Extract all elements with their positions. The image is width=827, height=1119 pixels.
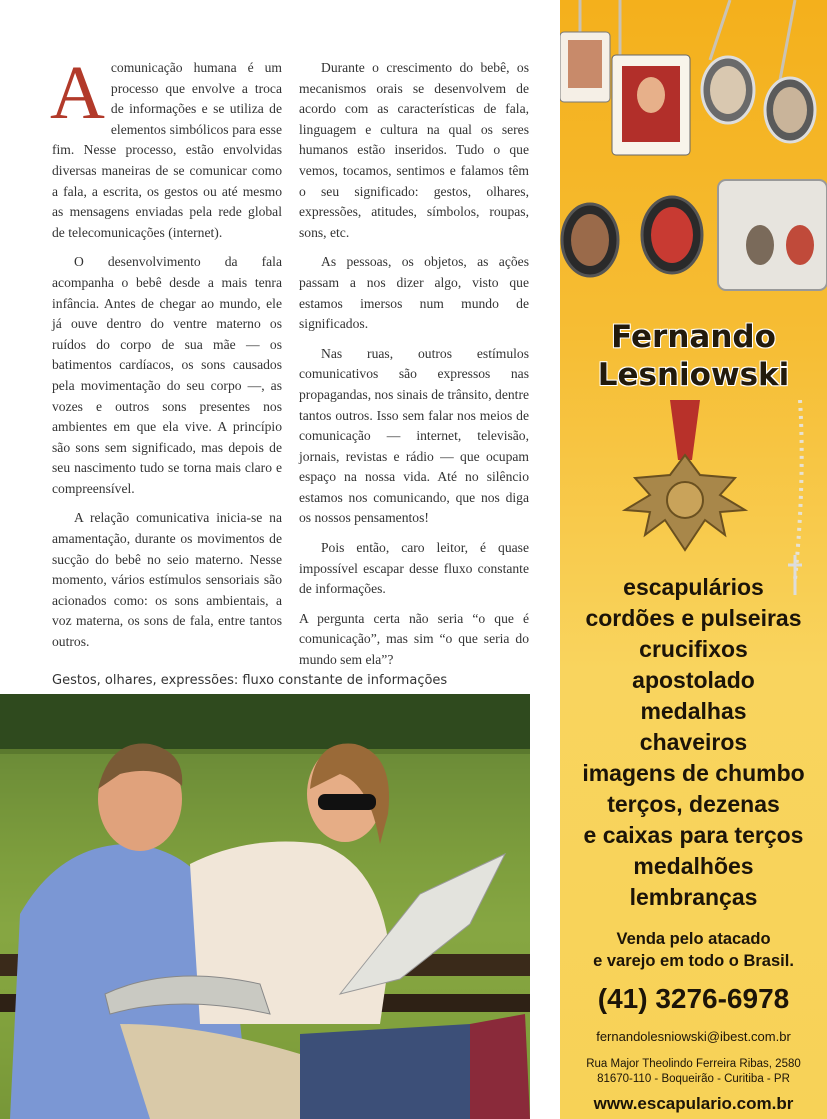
couple-reading-newspaper-photo bbox=[0, 694, 530, 1119]
product-item: imagens de chumbo bbox=[582, 760, 805, 786]
article-paragraph: A pergunta certa não seria “o que é comunicação”, mas sim “o que seria do mundo sem ela”? bbox=[299, 610, 529, 668]
product-item: e caixas para terços bbox=[583, 822, 804, 848]
product-item: escapulários bbox=[623, 574, 764, 600]
cross-pendant-photo bbox=[560, 400, 827, 600]
product-item: lembranças bbox=[629, 884, 758, 910]
company-name-first: Fernando bbox=[611, 319, 776, 355]
postal-address bbox=[560, 1057, 827, 1087]
article-paragraph: Nas ruas, outros estímulos comunicativos são expressos nas propagandas, nos sinais de trânsito, dentre tantos outros. Isso sem falar nos meios de comunicação — internet, televisão, jornais, revistas e rádio — que ocupam espaço na nossa vida. Até no silêncio estamos nos comunicando, que nos diga os nossos pensamentos! bbox=[299, 345, 529, 526]
email-address: fernandolesniowski@ibest.com.br bbox=[596, 1029, 791, 1044]
product-item: crucifixos bbox=[639, 636, 748, 662]
article-paragraph: As pessoas, os objetos, as ações passam a nos dizer algo, visto que estamos imersos num mundo de significados. bbox=[299, 254, 529, 332]
product-item: chaveiros bbox=[639, 729, 748, 755]
product-list bbox=[560, 572, 827, 913]
box-medal bbox=[746, 225, 774, 265]
medal-image bbox=[651, 207, 693, 263]
sales-line: Venda pelo atacado bbox=[616, 930, 771, 948]
sales-line: e varejo em todo o Brasil. bbox=[593, 952, 794, 970]
scapular-image bbox=[568, 40, 602, 88]
medal-image bbox=[773, 87, 807, 133]
medal-image bbox=[710, 66, 746, 114]
company-name-last: Lesniowski bbox=[597, 357, 790, 393]
pendant-center bbox=[667, 482, 703, 518]
address-line: Rua Major Theolindo Ferreira Ribas, 2580 bbox=[586, 1058, 801, 1070]
sales-info bbox=[560, 928, 827, 972]
medal-image bbox=[571, 214, 609, 266]
drop-cap: A bbox=[50, 51, 105, 135]
article-left-column bbox=[50, 51, 282, 662]
phone-number: (41) 3276-6978 bbox=[597, 983, 790, 1014]
woman-jeans bbox=[300, 1024, 490, 1119]
article-paragraph bbox=[50, 51, 282, 243]
address-line: 81670-110 - Boqueirão - Curitiba - PR bbox=[597, 1073, 790, 1085]
product-item: cordões e pulseiras bbox=[585, 605, 802, 631]
product-item: terços, dezenas bbox=[607, 791, 780, 817]
photo-illustration bbox=[0, 694, 530, 1119]
photo-caption: Gestos, olhares, expressões: fluxo constante de informações bbox=[52, 673, 448, 688]
company-name bbox=[560, 318, 827, 394]
bag bbox=[470, 1014, 530, 1119]
sacred-heart-face bbox=[637, 77, 665, 113]
box-medal bbox=[786, 225, 814, 265]
product-item: medalhas bbox=[640, 698, 747, 724]
paragraph-text: comunicação humana é um processo que envolve a troca de informações e se utiliza de elementos simbólicos para esse fim. Nesse processo, estão envolvidas diversas maneiras de se comunicar como a fala, a escrita, os gestos ou até mesmo as mensagens enviadas pela rede global de telecomunicações (internet). bbox=[52, 60, 282, 240]
article-paragraph: Durante o crescimento do bebê, os mecanismos orais se desenvolvem de acordo com as características de fala, linguagem e cultura na qual os seres humanos estão inseridos. Tudo o que vemos, tocamos, sentimos e falamos têm o seu significado: gestos, olhares, expressões, atitudes, símbolos, roupas, sons, etc. bbox=[299, 60, 529, 240]
article-right-column bbox=[299, 58, 529, 680]
product-item: medalhões bbox=[633, 853, 754, 879]
religious-items-photo bbox=[560, 0, 827, 320]
red-ribbon bbox=[670, 400, 700, 460]
article-paragraph: Pois então, caro leitor, é quase impossível escapar desse fluxo constante de informações. bbox=[299, 540, 529, 597]
woman-sunglasses bbox=[318, 794, 376, 810]
website-url: www.escapulario.com.br bbox=[593, 1094, 794, 1113]
rosary-beads bbox=[795, 400, 802, 580]
article-paragraph: A relação comunicativa inicia-se na amamentação, durante os movimentos de sucção do bebê no seio materno. Nesse momento, vários estímulos sensoriais são acionados como: os sons ambientais, a voz materna, os sons de fala, entre tantos outros. bbox=[52, 510, 282, 650]
tree-line bbox=[0, 694, 530, 754]
advertisement bbox=[560, 0, 827, 1119]
article-paragraph: O desenvolvimento da fala acompanha o bebê desde a mais tenra infância. Antes de chegar ao mundo, ele já ouve dentro do ventre materno os ruídos do corpo de sua mãe — os batimentos cardíacos, os sons causados pela movimentação do seu corpo —, as vozes e outros sons presentes nos ambientes em que ela vive. A princípio são sons sem significado, mas depois de seu nascimento tudo se torna mais claro e compreensível. bbox=[52, 254, 282, 496]
product-item: apostolado bbox=[632, 667, 755, 693]
